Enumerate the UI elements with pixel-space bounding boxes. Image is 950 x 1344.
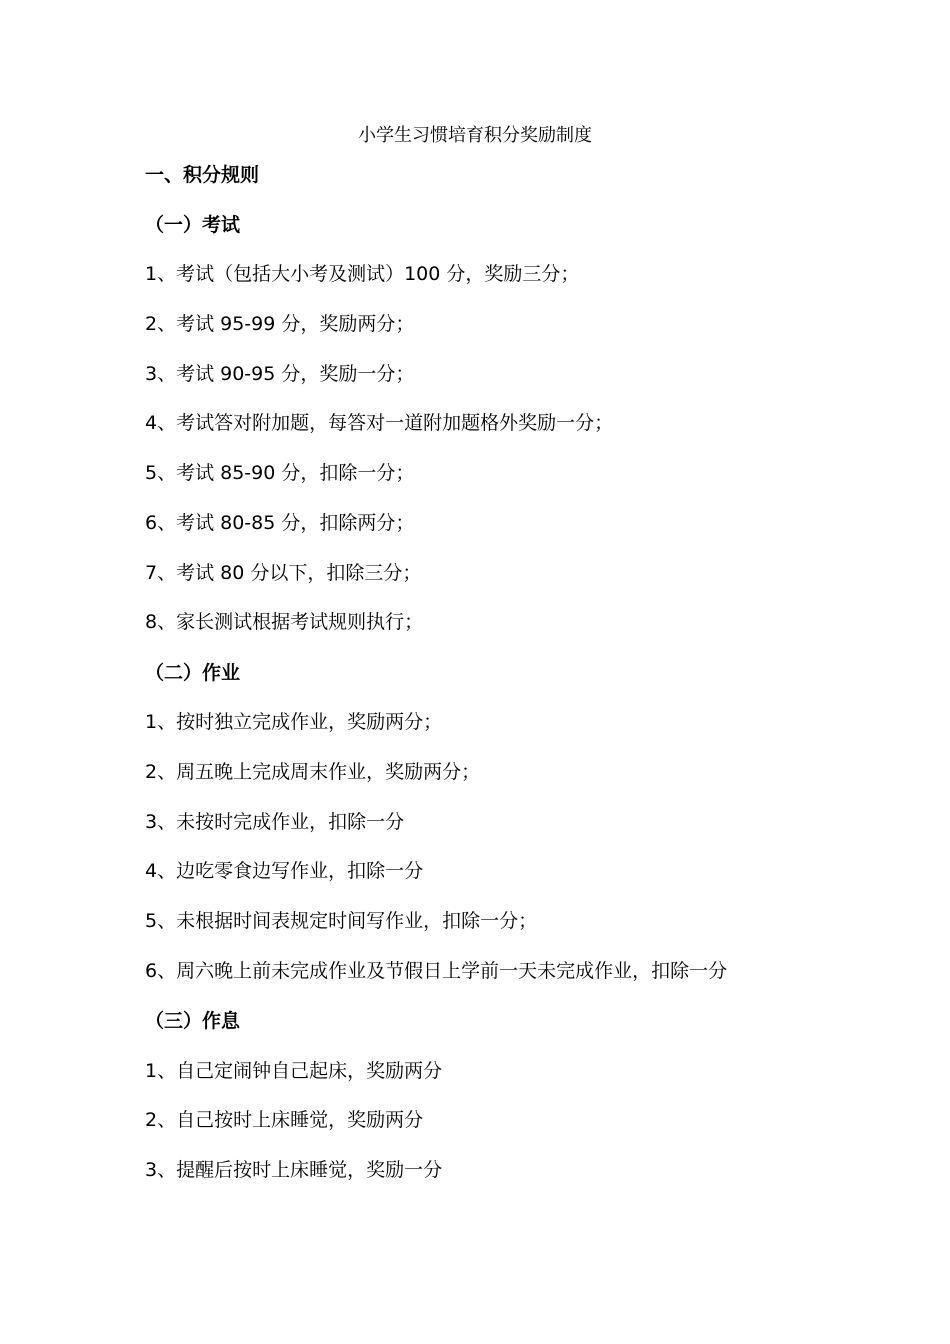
homework-rule-item: 2、周五晚上完成周末作业，奖励两分； bbox=[145, 761, 481, 783]
exam-rule-item: 8、家长测试根据考试规则执行； bbox=[145, 611, 424, 633]
routine-rule-item: 1、自己定闹钟自己起床，奖励两分 bbox=[145, 1060, 443, 1082]
homework-rule-item: 6、周六晚上前未完成作业及节假日上学前一天未完成作业，扣除一分 bbox=[145, 960, 728, 982]
homework-rule-item: 4、边吃零食边写作业，扣除一分 bbox=[145, 860, 424, 882]
subsection-heading-exam: （一）考试 bbox=[145, 214, 241, 236]
subsection-heading-homework: （二）作业 bbox=[145, 662, 241, 684]
exam-rule-item: 1、考试（包括大小考及测试）100 分，奖励三分； bbox=[145, 263, 580, 285]
exam-rule-item: 6、考试 80-85 分，扣除两分； bbox=[145, 512, 415, 534]
routine-rule-item: 3、提醒后按时上床睡觉，奖励一分 bbox=[145, 1159, 443, 1181]
exam-rule-item: 2、考试 95-99 分，奖励两分； bbox=[145, 313, 415, 335]
exam-rule-item: 7、考试 80 分以下，扣除三分； bbox=[145, 562, 422, 584]
section-heading-scoring-rules: 一、积分规则 bbox=[145, 164, 260, 186]
subsection-heading-routine: （三）作息 bbox=[145, 1010, 241, 1032]
exam-rule-item: 4、考试答对附加题，每答对一道附加题格外奖励一分； bbox=[145, 412, 614, 434]
exam-rule-item: 3、考试 90-95 分，奖励一分； bbox=[145, 363, 415, 385]
exam-rule-item: 5、考试 85-90 分，扣除一分； bbox=[145, 462, 415, 484]
routine-rule-item: 2、自己按时上床睡觉，奖励两分 bbox=[145, 1109, 424, 1131]
document-title: 小学生习惯培育积分奖励制度 bbox=[358, 125, 592, 146]
homework-rule-item: 3、未按时完成作业，扣除一分 bbox=[145, 811, 405, 833]
homework-rule-item: 5、未根据时间表规定时间写作业，扣除一分； bbox=[145, 910, 538, 932]
homework-rule-item: 1、按时独立完成作业，奖励两分； bbox=[145, 711, 443, 733]
